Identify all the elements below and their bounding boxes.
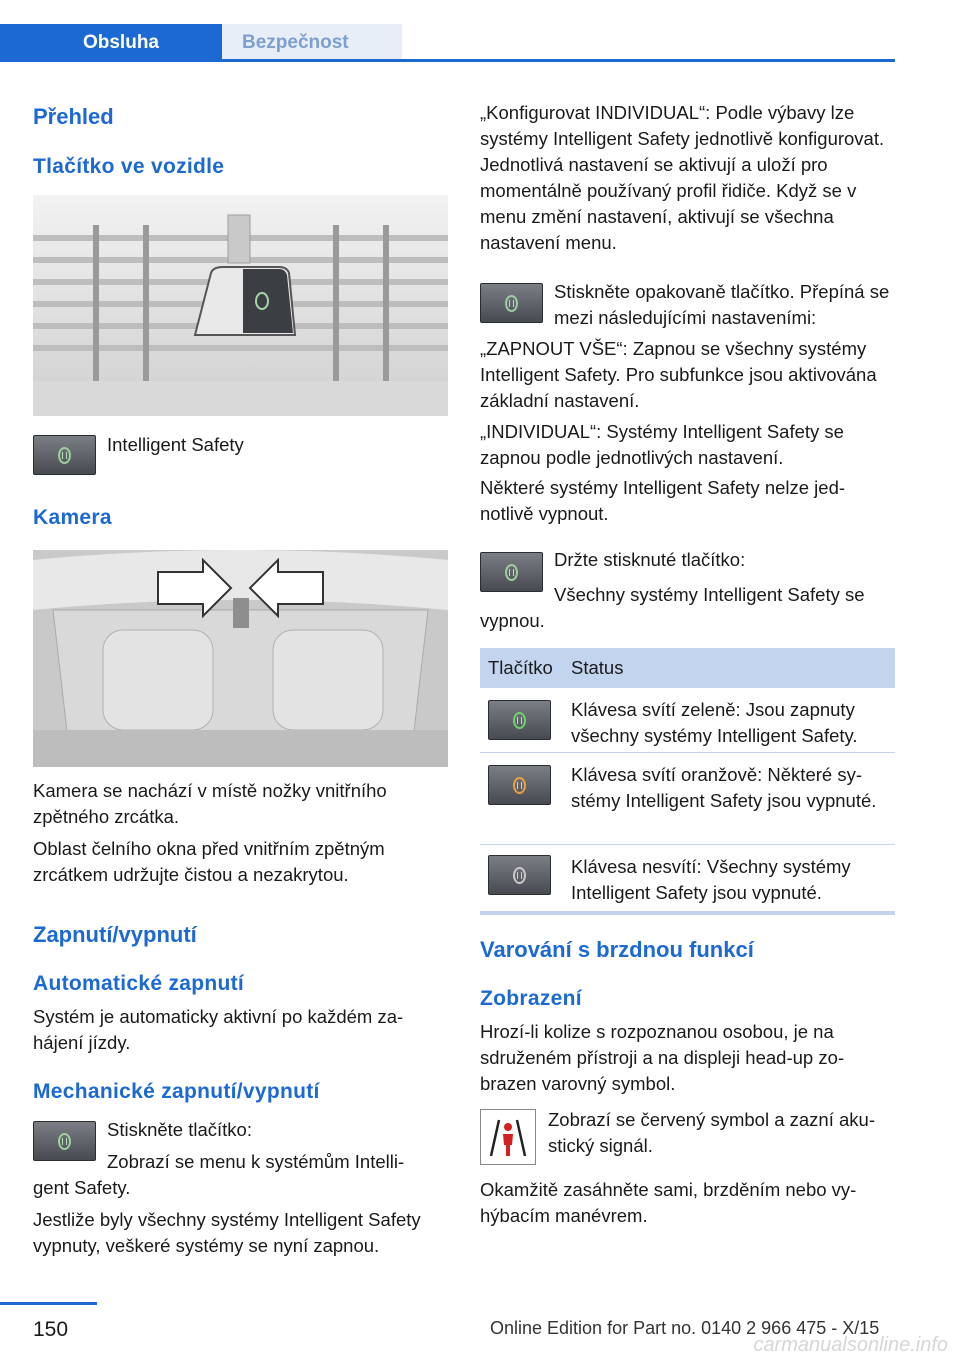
status-table <box>480 648 895 915</box>
auto-text: Systém je automaticky aktivní po každém zahájení jízdy. <box>33 1006 404 1053</box>
heading-automaticke-zapnuti: Automatické zapnutí <box>33 972 245 995</box>
hold-text: Držte stisknuté tlačítko: <box>554 549 746 570</box>
manual-step-1: Stiskněte tlačítko: <box>107 1119 252 1140</box>
config-text: „Konfigurovat INDIVIDUAL“: Podle výbavy lze systémy Intelligent Safety jednotlivě konfigurovat. Jednotlivá nastavení se aktivují a uloží pro momentálně používaný profil řidiče. Když se v menu změní nastavení, aktivují se všechna nastavení menu. <box>480 102 885 253</box>
status-green: Klávesa svítí zeleně: Jsou zapnuty všechny systémy Intelligent Safety. <box>571 699 858 746</box>
heading-mechanicke: Mechanické zapnutí/vypnutí <box>33 1080 320 1103</box>
individual-text: „INDIVIDUAL“: Systémy Intelligent Safety se zapnou podle jednotlivých nastavení. <box>480 421 844 468</box>
edition-note: Online Edition for Part no. 0140 2 966 475 - X/15 <box>490 1318 880 1338</box>
button-icon-repeat <box>480 283 543 323</box>
status-off: Klávesa nesvítí: Všechny systémy Intelligent Safety jsou vypnuté. <box>571 856 851 903</box>
hold-result-text: Všechny systémy Intelligent Safety se vypnou. <box>480 584 865 631</box>
zapnout-vse-text: „ZAPNOUT VŠE“: Zapnou se všechny systémy Intelligent Safety. Pro subfunkce jsou aktivována základní nastavení. <box>480 338 877 411</box>
some-systems-text: Některé systémy Intelligent Safety nelze jednotlivě vypnout. <box>480 477 846 524</box>
table-header <box>480 648 895 688</box>
table-row <box>480 688 895 753</box>
repeat-text: Stiskněte opakovaně tlačítko. Přepíná se mezi následujícími nastaveními: <box>554 281 890 328</box>
heading-zapnuti-vypnuti: Zapnutí/vypnutí <box>33 922 197 947</box>
intelligent-safety-button-icon <box>33 435 96 475</box>
manual-step-2: Zobrazí se menu k systémům Intelligent Safety. <box>33 1151 405 1198</box>
table-header-status: Status <box>571 657 624 678</box>
status-orange: Klávesa svítí oranžově: Některé systémy Intelligent Safety jsou vypnuté. <box>571 764 877 811</box>
pedestrian-warning-icon <box>480 1109 536 1165</box>
display-text: Hrozí-li kolize s rozpoznanou osobou, je na sdruženém přístroji a na displeji head-up zobrazen varovný symbol. <box>480 1021 845 1094</box>
camera-photo <box>33 550 448 767</box>
footer-rule <box>0 1302 97 1305</box>
heading-kamera: Kamera <box>33 506 112 529</box>
table-row <box>480 753 895 845</box>
top-tab-bar <box>0 24 895 62</box>
page-number: 150 <box>33 1318 69 1341</box>
camera-text-2: Oblast čelního okna před vnitřním zpětným zrcátkem udržujte čistou a nezakrytou. <box>33 838 385 885</box>
heading-zobrazeni: Zobrazení <box>480 987 582 1010</box>
table-bottom-rule <box>480 911 895 915</box>
subheading-button-in-vehicle: Tlačítko ve vozidle <box>33 155 225 178</box>
button-led-green-icon <box>488 700 551 740</box>
table-header-button: Tlačítko <box>488 657 553 678</box>
table-row <box>480 845 895 911</box>
manual-text: Jestliže byly všechny systémy Intelligent Safety vypnuty, veškeré systémy se nyní zapnou. <box>33 1209 421 1256</box>
tab-bar-rule <box>0 59 895 62</box>
button-photo <box>33 195 448 416</box>
tab-obsluha[interactable]: Obsluha <box>0 24 222 62</box>
section-title-prehled: Přehled <box>33 104 114 129</box>
watermark: carmanualsonline.info <box>753 1334 948 1356</box>
button-led-off-icon <box>488 855 551 895</box>
act-text: Okamžitě zasáhněte sami, brzděním nebo vyhýbacím manévrem. <box>480 1179 857 1226</box>
button-caption: Intelligent Safety <box>107 434 244 455</box>
camera-text-1: Kamera se nachází v místě nožky vnitřního zpětného zrcátka. <box>33 780 387 827</box>
heading-varovani: Varování s brzdnou funkcí <box>480 937 754 962</box>
tab-bezpecnost[interactable]: Bezpečnost <box>222 24 402 62</box>
symbol-text: Zobrazí se červený symbol a zazní akustický signál. <box>548 1109 875 1156</box>
button-led-orange-icon <box>488 765 551 805</box>
